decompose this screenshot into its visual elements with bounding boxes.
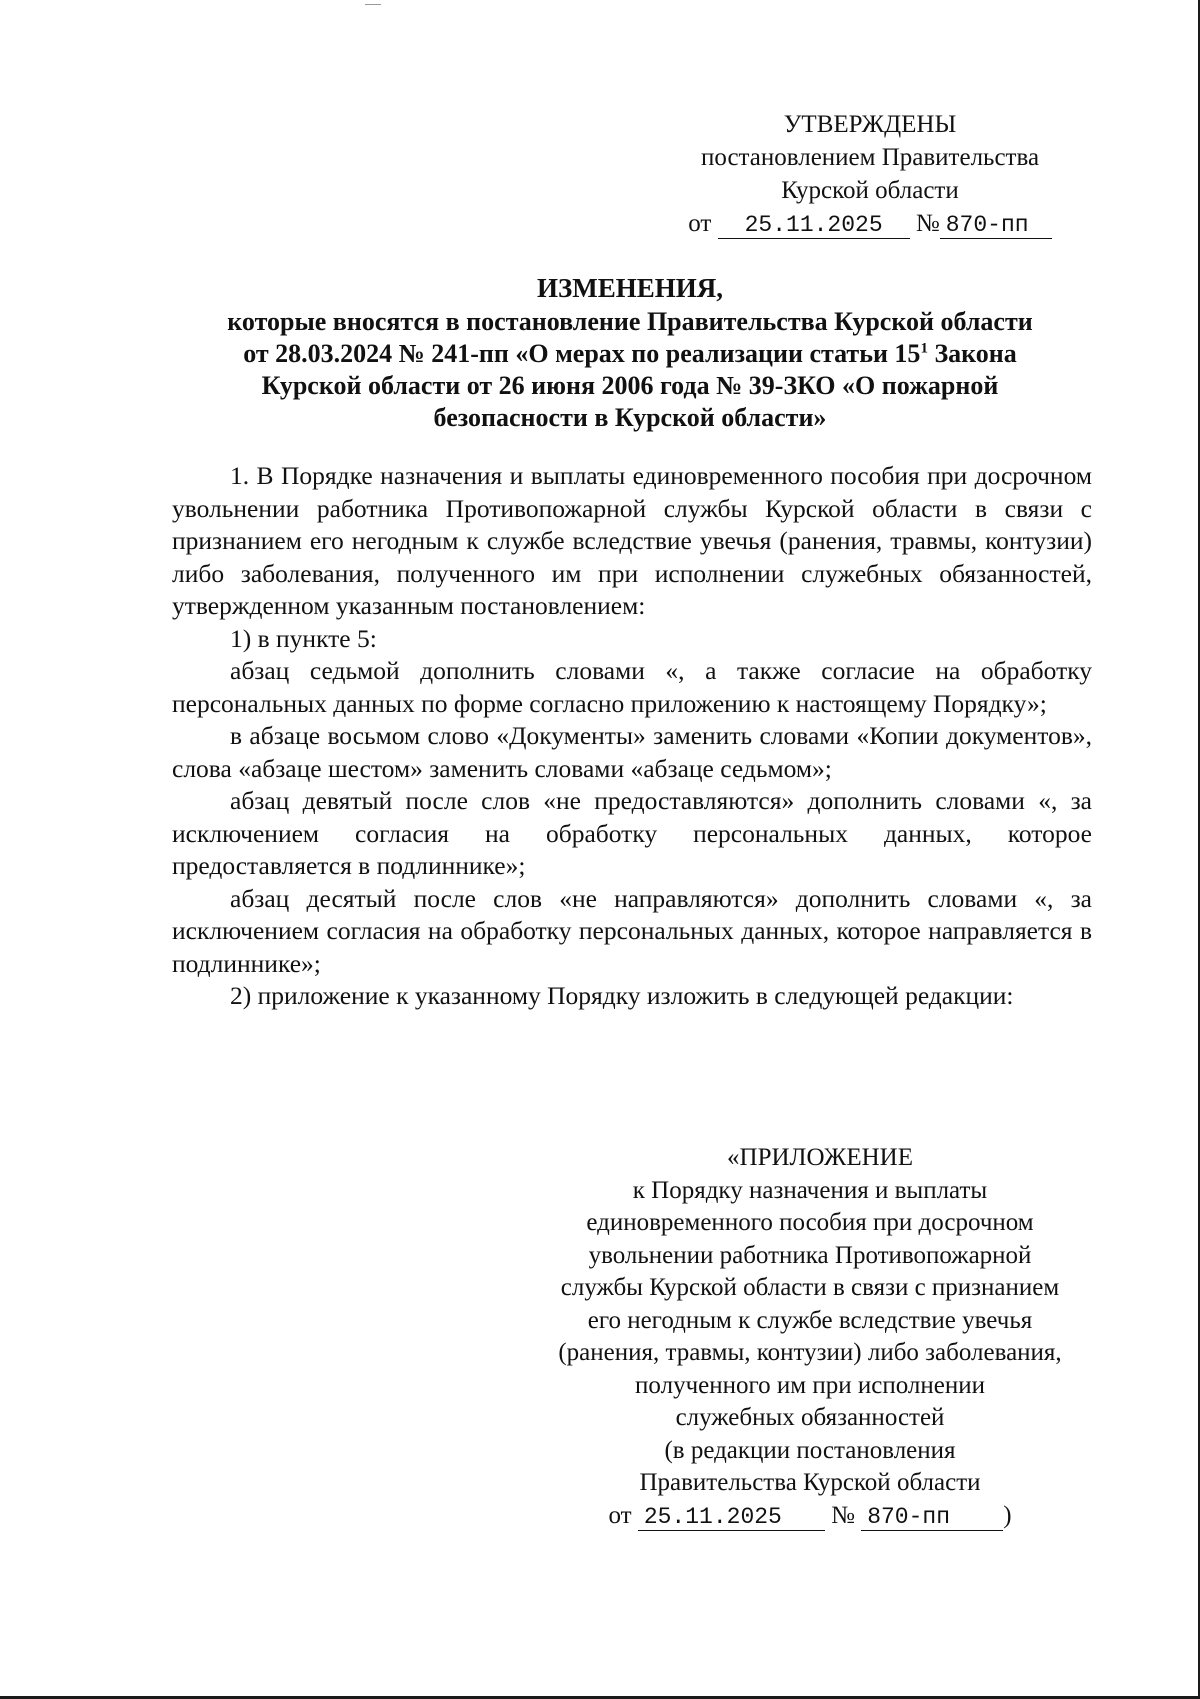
heading-line-3: Курской области от 26 июня 2006 года № 39-ЗКО «О пожарной xyxy=(261,371,999,400)
appendix-line-5: его негодным к службе вследствие увечья xyxy=(587,1306,1033,1334)
approval-block xyxy=(640,108,1100,240)
appendix-line-8: служебных обязанностей xyxy=(675,1404,945,1431)
appendix-line-7: полученного им при исполнении xyxy=(635,1371,985,1399)
approval-line-1: постановлением Правительства xyxy=(700,144,1040,171)
appendix-date: 25.11.2025 xyxy=(638,1504,825,1531)
appendix-date-line xyxy=(520,1500,1100,1533)
approval-date: 25.11.2025 xyxy=(718,212,910,239)
paragraph-3: абзац седьмой дополнить словами «, а также согласие на обработку персональных данных по форме согласно приложению к настоящему Порядку»; xyxy=(172,656,1092,718)
paragraph-6: абзац десятый после слов «не направляются» дополнить словами «, за исключением согласия на обработку персональных данных, которое направляется в подлиннике»; xyxy=(172,883,1092,978)
heading-line-2-text: от 28.03.2024 № 241-пп «О мерах по реализации статьи 15 xyxy=(243,339,921,368)
appendix-number-prefix: № xyxy=(831,1501,855,1529)
document-body xyxy=(172,460,1092,1013)
appendix-closing-paren: ) xyxy=(1003,1501,1012,1529)
appendix-line-10: Правительства Курской области xyxy=(639,1469,981,1496)
paragraph-1: 1. В Порядке назначения и выплаты единовременного пособия при досрочном увольнении работника Противопожарной службы Курской области в связи с признанием его негодным к службе вследствие увечья (ранения, травмы, контузии) либо заболевания, полученного им при исполнении служебных обязанностей, утвержденном указанным постановлением: xyxy=(172,461,1092,620)
heading-line-1: которые вносятся в постановление Правительства Курской области xyxy=(227,307,1033,336)
heading-line-2-tail: Закона xyxy=(927,339,1017,368)
approval-number: 870-пп xyxy=(940,212,1052,239)
document-title: ИЗМЕНЕНИЯ, xyxy=(536,273,723,303)
appendix-line-9: (в редакции постановления xyxy=(664,1436,956,1464)
approval-line-2: Курской области xyxy=(781,177,959,204)
appendix-line-3: увольнении работника Противопожарной xyxy=(588,1241,1032,1269)
document-heading xyxy=(160,272,1100,434)
appendix-date-prefix: от xyxy=(608,1501,632,1529)
paragraph-7: 2) приложение к указанному Порядку изложить в следующей редакции: xyxy=(230,981,1014,1010)
appendix-line-2: единовременного пособия при досрочном xyxy=(586,1209,1034,1236)
article-superscript: 1 xyxy=(920,340,928,357)
appendix-line-4: службы Курской области в связи с признанием xyxy=(560,1274,1060,1301)
approval-date-line xyxy=(640,207,1100,240)
paragraph-4: в абзаце восьмом слово «Документы» заменить словами «Копии документов», слова «абзаце шестом» заменить словами «абзаце седьмом»; xyxy=(172,721,1092,783)
heading-line-4: безопасности в Курской области» xyxy=(433,403,827,432)
appendix-number: 870-пп xyxy=(861,1504,1003,1531)
heading-line-2 xyxy=(160,338,1100,370)
approval-date-prefix: от xyxy=(688,210,712,237)
scan-artifact-mark xyxy=(365,4,381,5)
paragraph-2: 1) в пункте 5: xyxy=(230,623,377,653)
appendix-block xyxy=(520,1142,1100,1532)
appendix-title: «ПРИЛОЖЕНИЕ xyxy=(727,1144,913,1171)
approval-number-prefix: № xyxy=(915,210,940,237)
appendix-line-6: (ранения, травмы, контузии) либо заболевания, xyxy=(558,1339,1062,1366)
approval-title: УТВЕРЖДЕНЫ xyxy=(783,111,957,138)
paragraph-5: абзац девятый после слов «не предоставляются» дополнить словами «, за исключением согласия на обработку персональных данных, которое предоставляется в подлиннике»; xyxy=(172,786,1092,880)
appendix-line-1: к Порядку назначения и выплаты xyxy=(632,1176,988,1204)
